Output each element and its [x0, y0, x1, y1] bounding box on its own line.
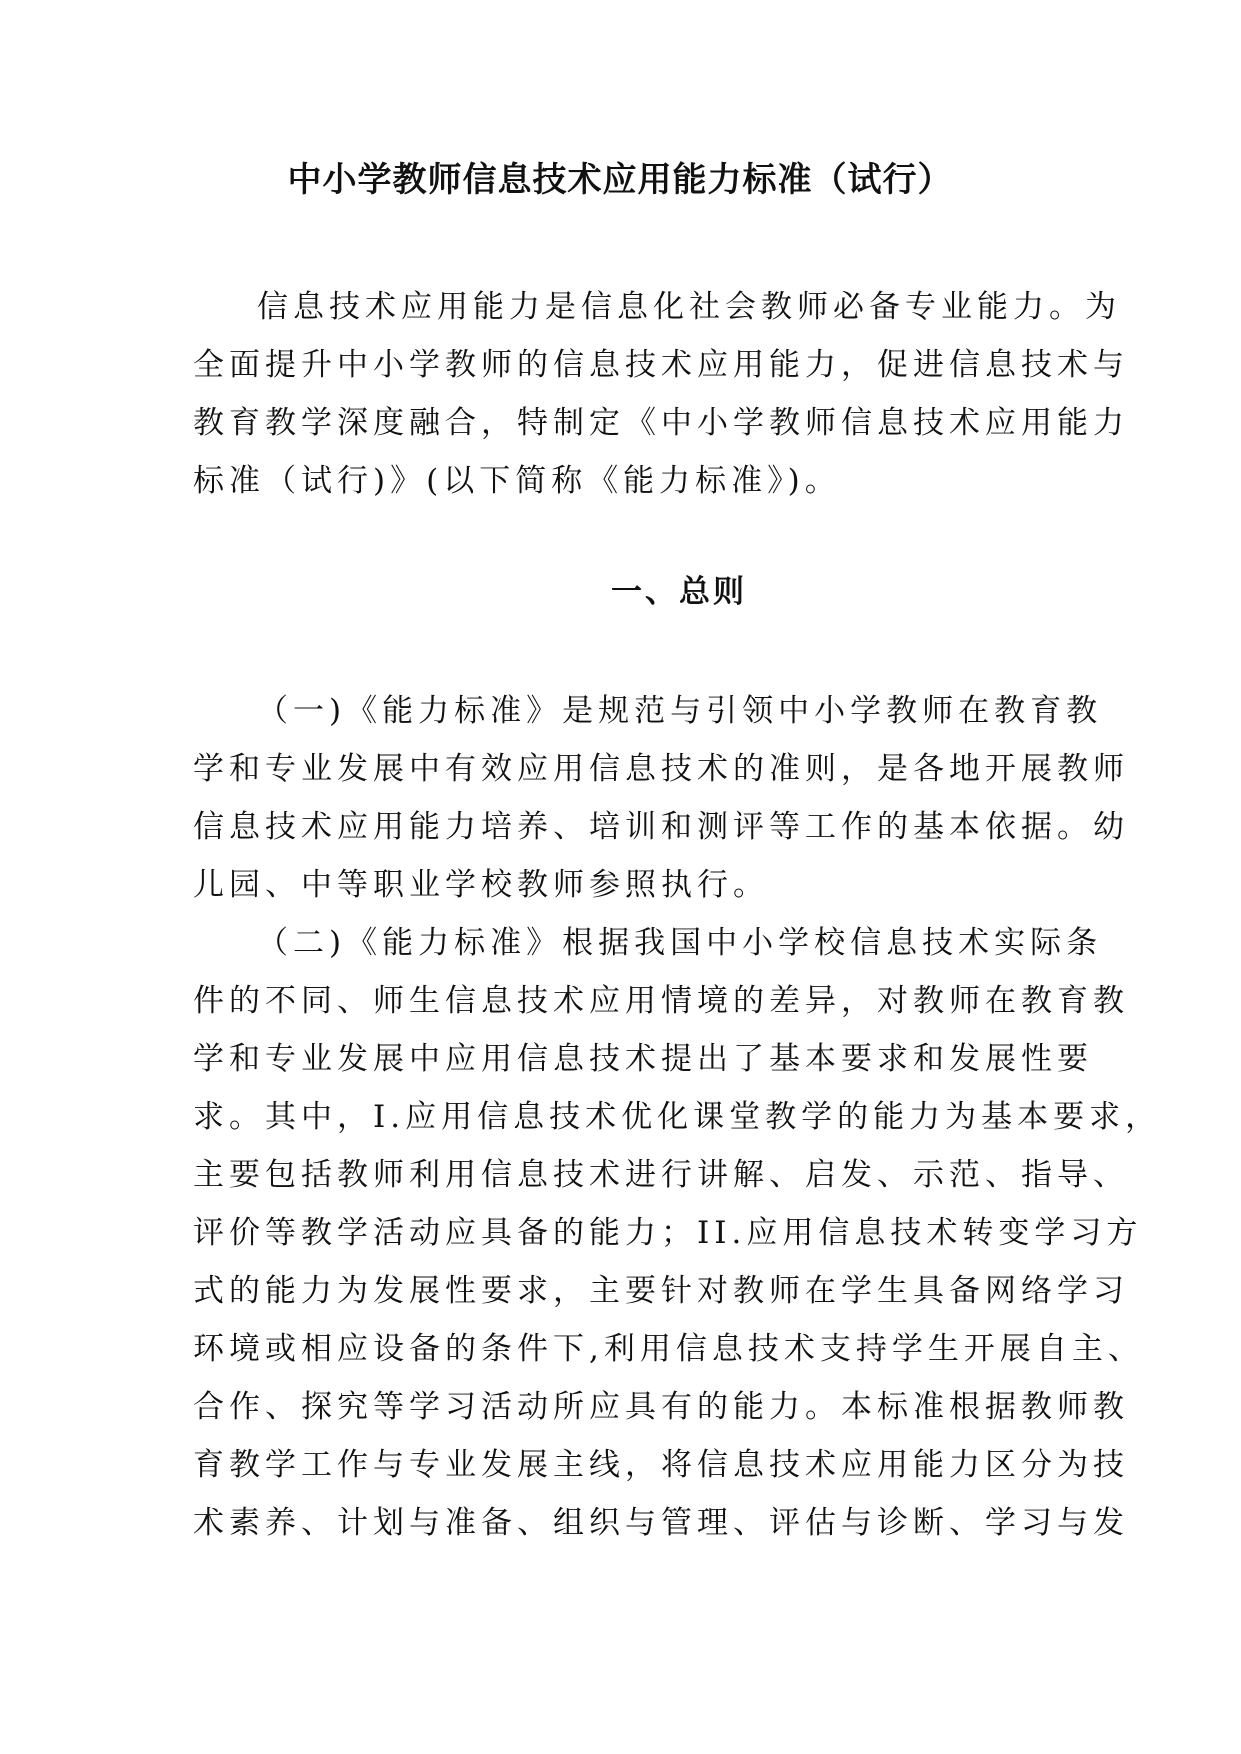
paragraph-line: 育教学工作与专业发展主线，将信息技术应用能力区分为技	[193, 1447, 1129, 1483]
paragraph-line: （一)《能力标准》是规范与引领中小学教师在教育教	[257, 693, 1103, 729]
paragraph-2	[193, 914, 1162, 1552]
intro-line: 标准（试行)》(以下简称《能力标准》)。	[193, 463, 841, 499]
paragraph-line: 主要包括教师利用信息技术进行讲解、启发、示范、指导、	[193, 1157, 1129, 1193]
section-body	[193, 682, 1162, 1552]
paragraph-line: （二)《能力标准》根据我国中小学校信息技术实际条	[257, 925, 1103, 961]
document-title: 中小学教师信息技术应用能力标准（试行）	[287, 160, 953, 200]
intro-line: 信息技术应用能力是信息化社会教师必备专业能力。为	[257, 289, 1121, 325]
paragraph-line: 学和专业发展中有效应用信息技术的准则，是各地开展教师	[193, 751, 1129, 787]
paragraph-line: 评价等教学活动应具备的能力；II.应用信息技术转变学习方	[193, 1215, 1143, 1251]
intro-line: 全面提升中小学教师的信息技术应用能力，促进信息技术与	[193, 347, 1129, 383]
paragraph-line: 环境或相应设备的条件下,利用信息技术支持学生开展自主、	[193, 1331, 1144, 1367]
paragraph-line: 式的能力为发展性要求，主要针对教师在学生具备网络学习	[193, 1273, 1129, 1309]
intro-paragraph	[193, 278, 1129, 510]
section-heading-general: 一、总则	[611, 574, 747, 610]
paragraph-line: 儿园、中等职业学校教师参照执行。	[193, 867, 769, 903]
paragraph-line: 术素养、计划与准备、组织与管理、评估与诊断、学习与发	[193, 1505, 1129, 1541]
paragraph-line: 求。其中，I.应用信息技术优化课堂教学的能力为基本要求，	[193, 1099, 1162, 1135]
paragraph-line: 件的不同、师生信息技术应用情境的差异，对教师在教育教	[193, 983, 1129, 1019]
intro-line: 教育教学深度融合，特制定《中小学教师信息技术应用能力	[193, 405, 1129, 441]
paragraph-line: 合作、探究等学习活动所应具有的能力。本标准根据教师教	[193, 1389, 1129, 1425]
paragraph-line: 学和专业发展中应用信息技术提出了基本要求和发展性要	[193, 1041, 1093, 1077]
paragraph-1	[193, 682, 1129, 914]
paragraph-line: 信息技术应用能力培养、培训和测评等工作的基本依据。幼	[193, 809, 1129, 845]
